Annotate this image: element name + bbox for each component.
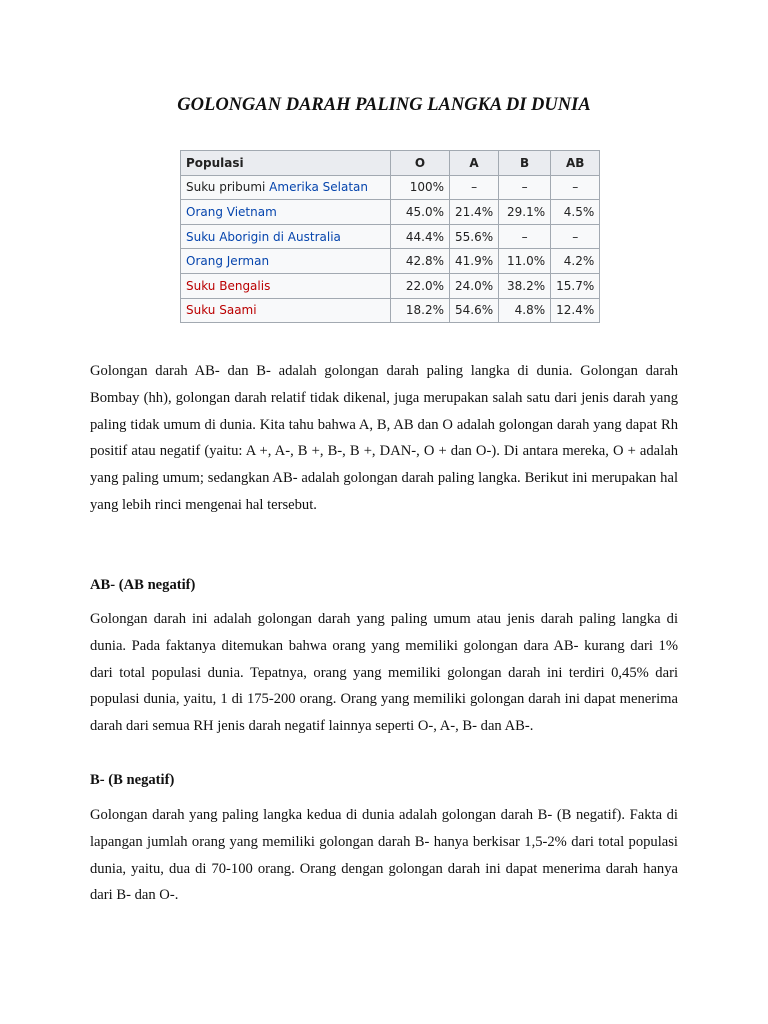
table-row: [181, 298, 600, 323]
value-o: 22.0%: [391, 273, 450, 298]
page-title: GOLONGAN DARAH PALING LANGKA DI DUNIA: [177, 95, 591, 115]
value-o: 44.4%: [391, 224, 450, 249]
value-ab: 4.5%: [551, 200, 600, 225]
value-ab: 15.7%: [551, 273, 600, 298]
table-row: [181, 175, 600, 200]
header-b: B: [499, 151, 551, 176]
header-a: A: [450, 151, 499, 176]
population-link[interactable]: Orang Vietnam: [186, 204, 277, 219]
header-ab: AB: [551, 151, 600, 176]
value-o: 42.8%: [391, 249, 450, 274]
population-cell: [181, 249, 391, 274]
value-a: 54.6%: [450, 298, 499, 323]
table-header-row: [181, 151, 600, 176]
value-b: 4.8%: [499, 298, 551, 323]
ab-negative-heading: AB- (AB negatif): [90, 577, 196, 593]
population-prefix: Suku pribumi: [186, 180, 270, 195]
population-cell: [181, 224, 391, 249]
value-o: 45.0%: [391, 200, 450, 225]
table-row: [181, 249, 600, 274]
table-row: [181, 273, 600, 298]
population-link[interactable]: Suku Saami: [186, 303, 257, 318]
b-negative-heading: B- (B negatif): [90, 772, 175, 788]
value-b: 38.2%: [499, 273, 551, 298]
population-cell: [181, 200, 391, 225]
value-b: 29.1%: [499, 200, 551, 225]
header-populasi: Populasi: [181, 151, 391, 176]
value-a: 21.4%: [450, 200, 499, 225]
table-row: [181, 224, 600, 249]
ab-negative-paragraph: Golongan darah ini adalah golongan darah yang paling umum atau jenis darah paling langka di dunia. Pada faktanya ditemukan bahwa orang yang memiliki golongan dara AB- kurang dari 1% dari total populasi dunia. Tepatnya, orang yang memiliki golongan darah ini terdiri 0,45% dari populasi dunia, yaitu, 1 di 175-200 orang. Orang yang memiliki golongan darah ini dapat menerima darah dari semua RH jenis darah negatif lainnya seperti O-, A-, B- dan AB-.: [90, 611, 678, 735]
population-cell: [181, 273, 391, 298]
population-link[interactable]: Orang Jerman: [186, 254, 270, 269]
population-link[interactable]: Amerika Selatan: [269, 180, 368, 195]
value-b: 11.0%: [499, 249, 551, 274]
blood-type-table: [180, 150, 600, 323]
value-b: –: [499, 175, 551, 200]
value-o: 18.2%: [391, 298, 450, 323]
value-ab: –: [551, 175, 600, 200]
population-link[interactable]: Suku Bengalis: [186, 278, 271, 293]
blood-type-table-container: [180, 150, 600, 323]
intro-paragraph: Golongan darah AB- dan B- adalah golongan darah paling langka di dunia. Golongan darah Bombay (hh), golongan darah relatif tidak dikenal, juga merupakan salah satu dari jenis darah yang paling tidak umum di dunia. Kita tahu bahwa A, B, AB dan O adalah golongan darah yang dapat Rh positif atau negatif (yaitu: A +, A-, B +, B-, B +, DAN-, O + dan O-). Di antara mereka, O + adalah yang paling umum; sedangkan AB- adalah golongan darah paling langka. Berikut ini merupakan hal yang lebih rinci mengenai hal tersebut.: [90, 363, 678, 513]
value-o: 100%: [391, 175, 450, 200]
value-a: –: [450, 175, 499, 200]
value-a: 24.0%: [450, 273, 499, 298]
population-cell: [181, 298, 391, 323]
header-o: O: [391, 151, 450, 176]
value-ab: 4.2%: [551, 249, 600, 274]
value-b: –: [499, 224, 551, 249]
population-link[interactable]: Suku Aborigin di Australia: [186, 229, 341, 244]
value-a: 55.6%: [450, 224, 499, 249]
value-ab: –: [551, 224, 600, 249]
value-ab: 12.4%: [551, 298, 600, 323]
population-cell: [181, 175, 391, 200]
value-a: 41.9%: [450, 249, 499, 274]
table-row: [181, 200, 600, 225]
b-negative-paragraph: Golongan darah yang paling langka kedua di dunia adalah golongan darah B- (B negatif). Fakta di lapangan jumlah orang yang memiliki golongan darah B- hanya berkisar 1,5-2% dari total populasi dunia, yaitu, dua di 70-100 orang. Orang dengan golongan darah ini dapat menerima darah hanya dari B- dan O-.: [90, 807, 678, 904]
